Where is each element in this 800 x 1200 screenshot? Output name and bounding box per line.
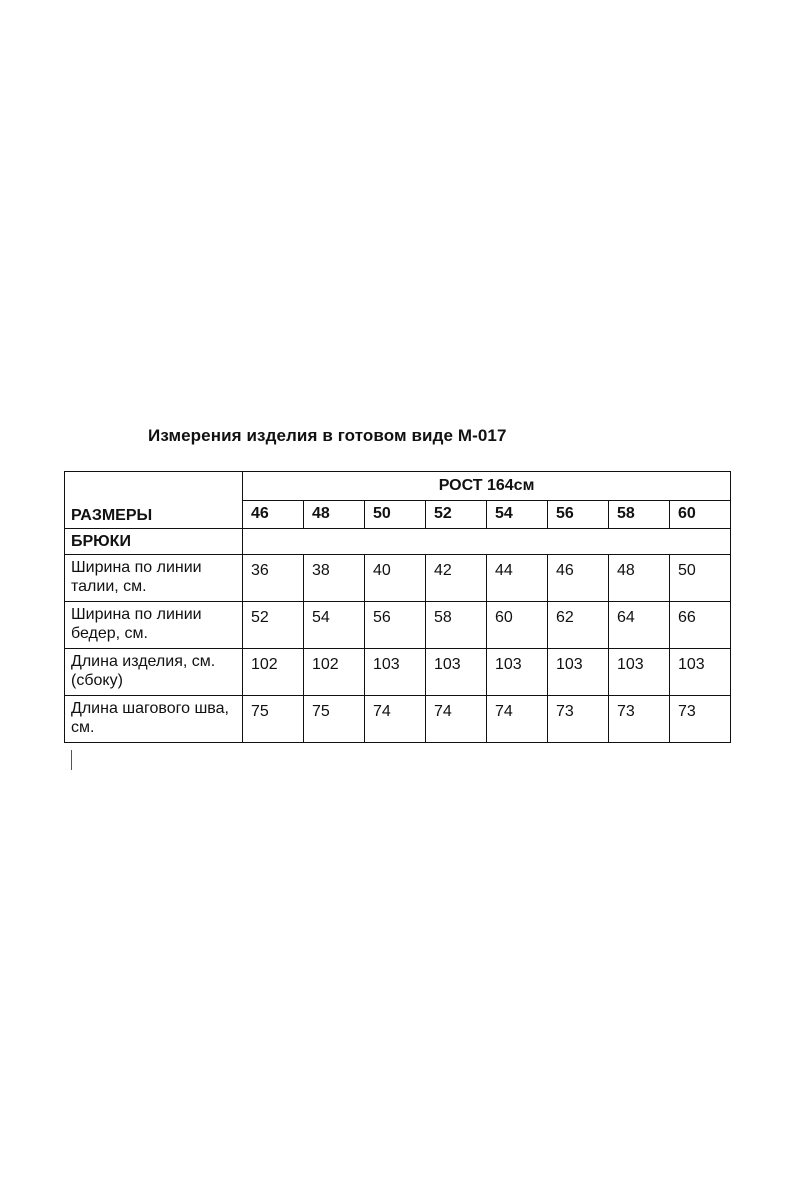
size-header: 52	[426, 501, 487, 529]
table-cell: 73	[609, 696, 670, 743]
table-cell: 102	[304, 649, 365, 696]
table-row	[65, 696, 731, 743]
table-cell: 52	[243, 602, 304, 649]
size-header: 48	[304, 501, 365, 529]
header-row-height	[65, 472, 731, 501]
table-cell: 36	[243, 555, 304, 602]
row-label: Длина изделия, см.(сбоку)	[65, 649, 243, 696]
table-cell: 74	[365, 696, 426, 743]
size-header: 46	[243, 501, 304, 529]
table-cell: 42	[426, 555, 487, 602]
row-label: Ширина по линии талии, см.	[65, 555, 243, 602]
category-label: БРЮКИ	[65, 529, 243, 555]
table-row	[65, 602, 731, 649]
height-header: РОСТ 164см	[243, 472, 731, 501]
table-cell: 60	[487, 602, 548, 649]
row-label: Ширина по линии бедер, см.	[65, 602, 243, 649]
size-header: 54	[487, 501, 548, 529]
table-cell: 103	[365, 649, 426, 696]
category-row	[65, 529, 731, 555]
table-cell: 74	[426, 696, 487, 743]
table-cell: 40	[365, 555, 426, 602]
document-title: Измерения изделия в готовом виде М-017	[148, 426, 507, 445]
table-cell: 54	[304, 602, 365, 649]
table-cell: 56	[365, 602, 426, 649]
size-header: 56	[548, 501, 609, 529]
table-cell: 75	[304, 696, 365, 743]
table-cell: 73	[670, 696, 731, 743]
row-label: Длина шагового шва, см.	[65, 696, 243, 743]
size-header: 60	[670, 501, 731, 529]
table-cell: 103	[670, 649, 731, 696]
table-cell: 103	[426, 649, 487, 696]
size-chart-table	[64, 471, 731, 743]
table-cell: 75	[243, 696, 304, 743]
table-cell: 102	[243, 649, 304, 696]
size-header: 50	[365, 501, 426, 529]
table-cell: 103	[548, 649, 609, 696]
table-cell: 48	[609, 555, 670, 602]
table-cell: 66	[670, 602, 731, 649]
text-cursor	[71, 750, 72, 770]
table-row	[65, 649, 731, 696]
table-cell: 50	[670, 555, 731, 602]
table-cell: 46	[548, 555, 609, 602]
table-cell: 58	[426, 602, 487, 649]
table-cell: 74	[487, 696, 548, 743]
table-cell: 62	[548, 602, 609, 649]
table-row	[65, 555, 731, 602]
table-cell: 103	[609, 649, 670, 696]
table-cell: 38	[304, 555, 365, 602]
size-header: 58	[609, 501, 670, 529]
category-blank-cell	[243, 529, 731, 555]
table-cell: 64	[609, 602, 670, 649]
table-cell: 103	[487, 649, 548, 696]
table-cell: 44	[487, 555, 548, 602]
sizes-header-label: РАЗМЕРЫ	[65, 472, 243, 529]
table-cell: 73	[548, 696, 609, 743]
